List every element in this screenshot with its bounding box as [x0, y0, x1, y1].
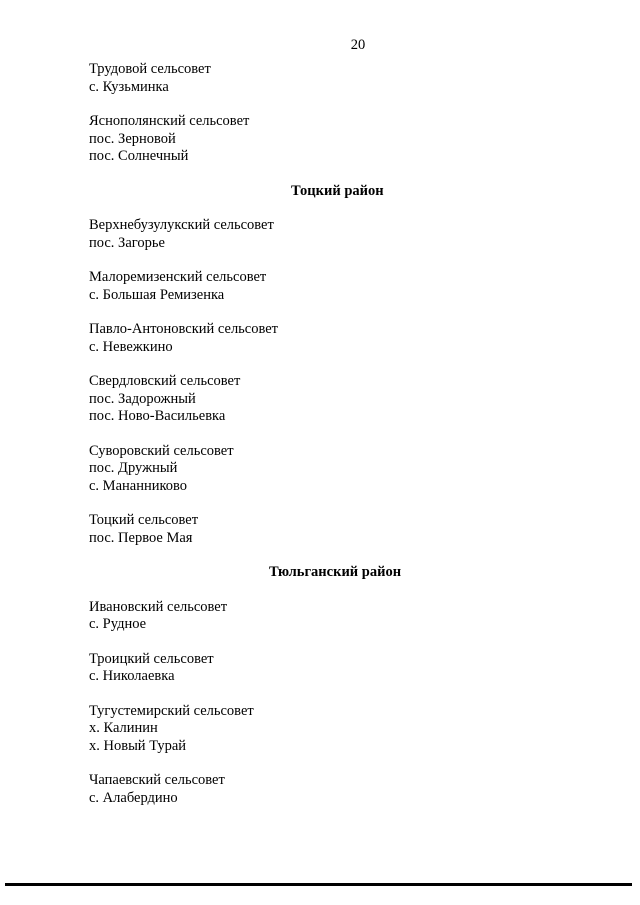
council-name: Суворовский сельсовет: [89, 442, 234, 459]
settlement-name: х. Новый Турай: [89, 737, 187, 754]
council-group: [89, 113, 589, 166]
district-heading: Тюльганский район: [269, 564, 402, 580]
council-name: Верхнебузулукский сельсовет: [89, 217, 274, 233]
council-name: Тугустемирский сельсовет: [89, 702, 254, 719]
council-group: [89, 599, 589, 634]
settlement-name: пос. Ново-Васильевка: [89, 408, 226, 424]
council-group: [89, 269, 589, 304]
council-group: [89, 703, 589, 756]
settlement-name: с. Кузьминка: [89, 78, 169, 95]
settlement-name: с. Невежкино: [89, 338, 173, 355]
council-name: Троицкий сельсовет: [89, 650, 214, 667]
settlement-name: пос. Задорожный: [89, 390, 196, 407]
council-name: Тоцкий сельсовет: [89, 512, 199, 528]
document-body: [89, 61, 589, 824]
settlement-name: х. Калинин: [89, 720, 158, 736]
settlement-name: с. Рудное: [89, 616, 147, 632]
council-name: Малоремизенский сельсовет: [89, 269, 267, 285]
settlement-name: с. Мананниково: [89, 477, 188, 494]
council-name: Яснополянский сельсовет: [89, 113, 250, 129]
council-name: Павло-Антоновский сельсовет: [89, 321, 279, 337]
council-group: [89, 772, 589, 807]
council-group: [89, 217, 589, 252]
council-group: [89, 443, 589, 496]
council-group: [89, 321, 589, 356]
settlement-name: пос. Зерновой: [89, 130, 176, 147]
page-number: 20: [350, 37, 366, 53]
council-name: Трудовой сельсовет: [89, 61, 211, 77]
settlement-name: с. Алабердино: [89, 789, 178, 806]
settlement-name: пос. Загорье: [89, 234, 165, 251]
council-name: Чапаевский сельсовет: [89, 772, 225, 788]
council-group: [89, 61, 589, 96]
council-group: [89, 512, 589, 547]
settlement-name: с. Николаевка: [89, 668, 175, 684]
bottom-rule: [5, 883, 632, 886]
council-group: [89, 651, 589, 686]
settlement-name: пос. Дружный: [89, 460, 178, 476]
council-name: Свердловский сельсовет: [89, 373, 241, 389]
settlement-name: пос. Солнечный: [89, 148, 189, 164]
settlement-name: пос. Первое Мая: [89, 529, 193, 546]
council-group: [89, 373, 589, 426]
district-heading: Тоцкий район: [291, 182, 384, 199]
settlement-name: с. Большая Ремизенка: [89, 286, 225, 303]
council-name: Ивановский сельсовет: [89, 598, 228, 615]
